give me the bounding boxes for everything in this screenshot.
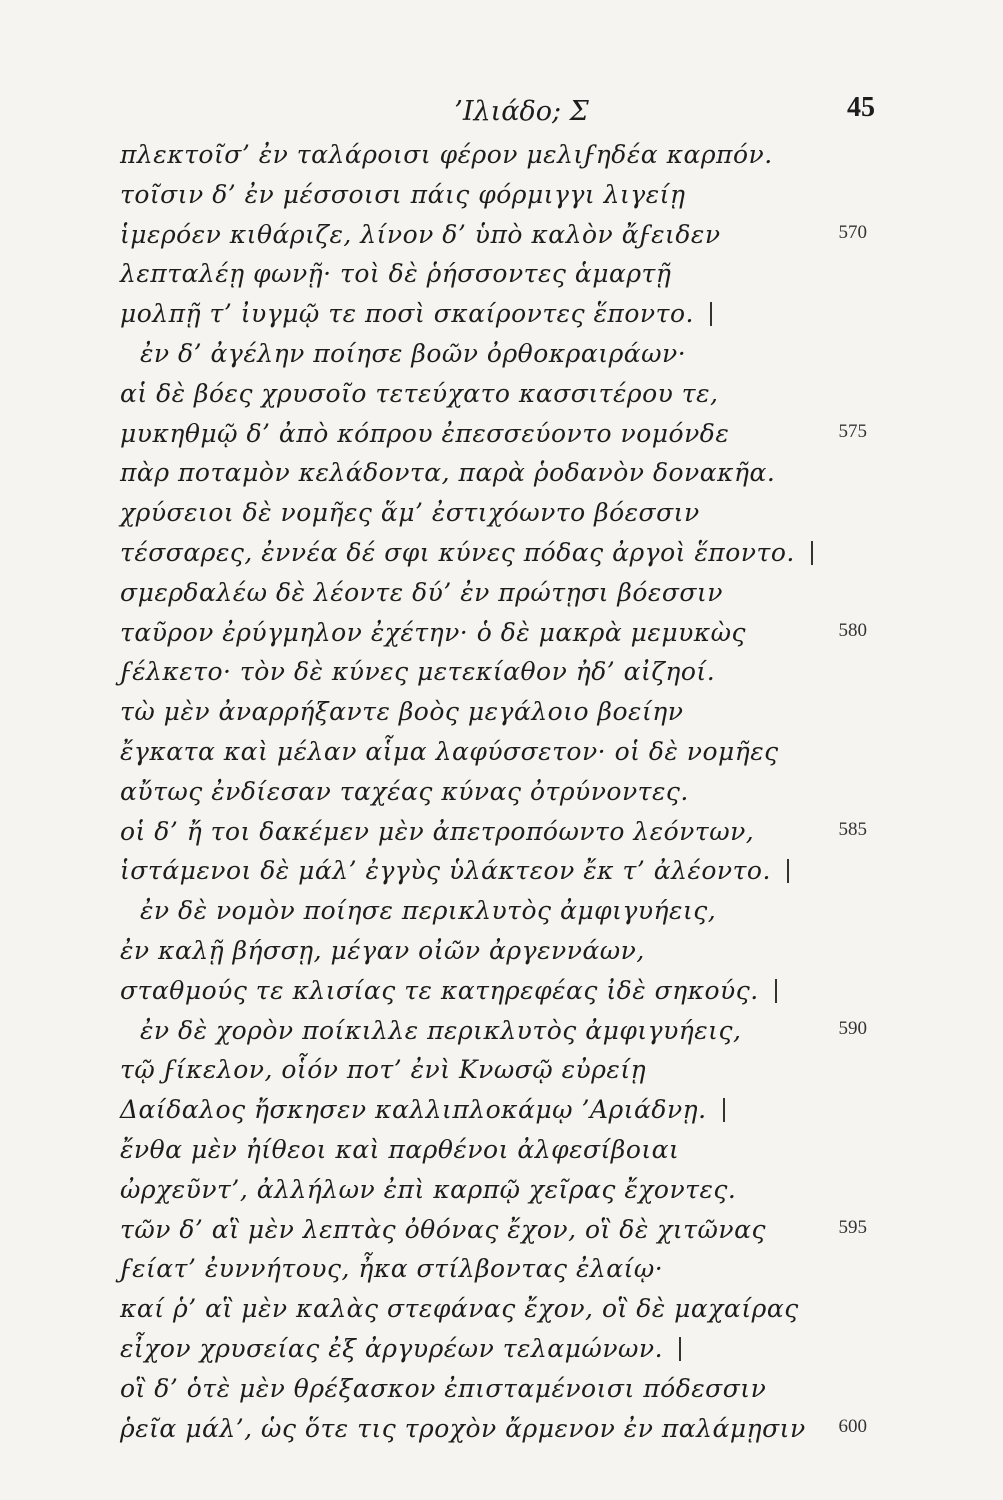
- verse-line: [120, 140, 860, 170]
- verse-line: [120, 458, 860, 488]
- verse-text: μυκηθμῷ δ’ ἀπὸ κόπρου ἐπεσσεύοντο νομόνδε: [120, 419, 730, 448]
- section-mark: [787, 859, 789, 883]
- verse-text: πλεκτοῖσ’ ἐν ταλάροισι φέρον μελιϝηδέα καρπόν.: [120, 140, 773, 169]
- verse-text: ὠρχεῦντ’, ἀλλήλων ἐπὶ καρπῷ χεῖρας ἔχοντες.: [120, 1175, 737, 1204]
- verse-text: ἔνθα μὲν ἠίθεοι καὶ παρθένοι ἀλφεσίβοιαι: [120, 1135, 680, 1164]
- line-number: 600: [838, 1416, 867, 1437]
- verse-text: λεπταλέῃ φωνῇ· τοὶ δὲ ῥήσσοντες ἁμαρτῇ: [120, 259, 672, 288]
- verse-line: [120, 777, 860, 807]
- verse-text: ἱμερόεν κιθάριζε, λίνον δ’ ὑπὸ καλὸν ἄϝειδεν: [120, 220, 721, 249]
- verse-text: οἱ δ’ ἤ τοι δακέμεν μὲν ἀπετροπόωντο λεόντων,: [120, 817, 755, 846]
- verse-text: αὔτως ἐνδίεσαν ταχέας κύνας ὀτρύνοντες.: [120, 777, 689, 806]
- verse-line: [120, 1374, 860, 1404]
- verse-line: [120, 220, 860, 250]
- verse-line: [120, 1294, 860, 1324]
- verse-line: [120, 697, 860, 727]
- running-title: ’Ιλιάδο; Σ: [454, 96, 589, 127]
- verse-line: [140, 1016, 880, 1046]
- verse-text: ταῦρον ἐρύγμηλον ἐχέτην· ὁ δὲ μακρὰ μεμυκὼς: [120, 618, 747, 647]
- verse-text: ῥεῖα μάλ’, ὡς ὅτε τις τροχὸν ἄρμενον ἐν παλάμῃσιν: [120, 1414, 806, 1443]
- verse-line: [120, 1055, 860, 1085]
- verse-line: [120, 657, 860, 687]
- verse-list: [0, 140, 1003, 1460]
- verse-text: ἐν δ’ ἀγέλην ποίησε βοῶν ὀρθοκραιράων·: [140, 339, 687, 368]
- verse-text: ἐν δὲ χορὸν ποίκιλλε περικλυτὸς ἀμφιγυήεις,: [140, 1016, 742, 1045]
- verse-line: [120, 538, 860, 568]
- line-number: 570: [838, 222, 867, 243]
- verse-text: καί ῥ’ αἳ μὲν καλὰς στεφάνας ἔχον, οἳ δὲ μαχαίρας: [120, 1294, 799, 1323]
- verse-line: [120, 1215, 860, 1245]
- verse-line: [120, 817, 860, 847]
- verse-text: ἔγκατα καὶ μέλαν αἷμα λαφύσσετον· οἱ δὲ νομῆες: [120, 737, 779, 766]
- verse-line: [140, 896, 880, 926]
- verse-line: [120, 856, 860, 886]
- verse-line: [120, 419, 860, 449]
- section-mark: [710, 302, 712, 326]
- verse-text: ϝέλκετο· τὸν δὲ κύνες μετεκίαθον ἠδ’ αἰζηοί.: [120, 657, 716, 686]
- verse-text: σμερδαλέω δὲ λέοντε δύ’ ἐν πρώτῃσι βόεσσιν: [120, 578, 723, 607]
- verse-line: [120, 379, 860, 409]
- verse-line: [120, 618, 860, 648]
- verse-text: αἱ δὲ βόες χρυσοῖο τετεύχατο κασσιτέρου τε,: [120, 379, 719, 408]
- verse-line: [120, 1135, 860, 1165]
- verse-line: [120, 1254, 860, 1284]
- section-mark: [723, 1098, 725, 1122]
- verse-text: μολπῇ τ’ ἰυγμῷ τε ποσὶ σκαίροντες ἕποντο.: [120, 299, 694, 328]
- section-mark: [811, 541, 813, 565]
- verse-line: [120, 1175, 860, 1205]
- verse-text: πὰρ ποταμὸν κελάδοντα, παρὰ ῥοδανὸν δονακῆα.: [120, 458, 776, 487]
- verse-line: [120, 1414, 860, 1444]
- verse-line: [120, 976, 860, 1006]
- verse-text: χρύσειοι δὲ νομῆες ἅμ’ ἐστιχόωντο βόεσσιν: [120, 498, 700, 527]
- verse-text: τῶν δ’ αἳ μὲν λεπτὰς ὀθόνας ἔχον, οἳ δὲ χιτῶνας: [120, 1215, 766, 1244]
- verse-line: [120, 1095, 860, 1125]
- verse-line: [120, 737, 860, 767]
- verse-text: τοῖσιν δ’ ἐν μέσσοισι πάις φόρμιγγι λιγείῃ: [120, 180, 686, 209]
- verse-text: τὼ μὲν ἀναρρήξαντε βοὸς μεγάλοιο βοείην: [120, 697, 684, 726]
- verse-text: Δαίδαλος ἤσκησεν καλλιπλοκάμῳ ’Αριάδνῃ.: [120, 1095, 707, 1124]
- verse-text: τέσσαρες, ἐννέα δέ σφι κύνες πόδας ἀργοὶ ἕποντο.: [120, 538, 795, 567]
- section-mark: [679, 1337, 681, 1361]
- section-mark: [775, 979, 777, 1003]
- verse-text: οἳ δ’ ὁτὲ μὲν θρέξασκον ἐπισταμένοισι πόδεσσιν: [120, 1374, 767, 1403]
- verse-line: [140, 339, 880, 369]
- verse-line: [120, 299, 860, 329]
- verse-text: ἐν δὲ νομὸν ποίησε περικλυτὸς ἀμφιγυήεις,: [140, 896, 717, 925]
- verse-text: τῷ ϝίκελον, οἷόν ποτ’ ἐνὶ Κνωσῷ εὐρείῃ: [120, 1055, 647, 1084]
- line-number: 575: [838, 421, 867, 442]
- line-number: 585: [838, 819, 867, 840]
- verse-text: ἐν καλῇ βήσσῃ, μέγαν οἰῶν ἀργεννάων,: [120, 936, 645, 965]
- verse-line: [120, 1334, 860, 1364]
- line-number: 580: [838, 620, 867, 641]
- verse-line: [120, 498, 860, 528]
- verse-line: [120, 936, 860, 966]
- verse-line: [120, 578, 860, 608]
- verse-line: [120, 180, 860, 210]
- line-number: 590: [838, 1018, 867, 1039]
- line-number: 595: [838, 1217, 867, 1238]
- page-number: 45: [847, 92, 875, 123]
- verse-text: ἱστάμενοι δὲ μάλ’ ἐγγὺς ὑλάκτεον ἔκ τ’ ἀλέοντο.: [120, 856, 771, 885]
- verse-text: ϝείατ’ ἐυννήτους, ἦκα στίλβοντας ἐλαίῳ·: [120, 1254, 664, 1283]
- verse-text: σταθμούς τε κλισίας τε κατηρεφέας ἰδὲ σηκούς.: [120, 976, 759, 1005]
- verse-line: [120, 259, 860, 289]
- verse-text: εἶχον χρυσείας ἐξ ἀργυρέων τελαμώνων.: [120, 1334, 664, 1363]
